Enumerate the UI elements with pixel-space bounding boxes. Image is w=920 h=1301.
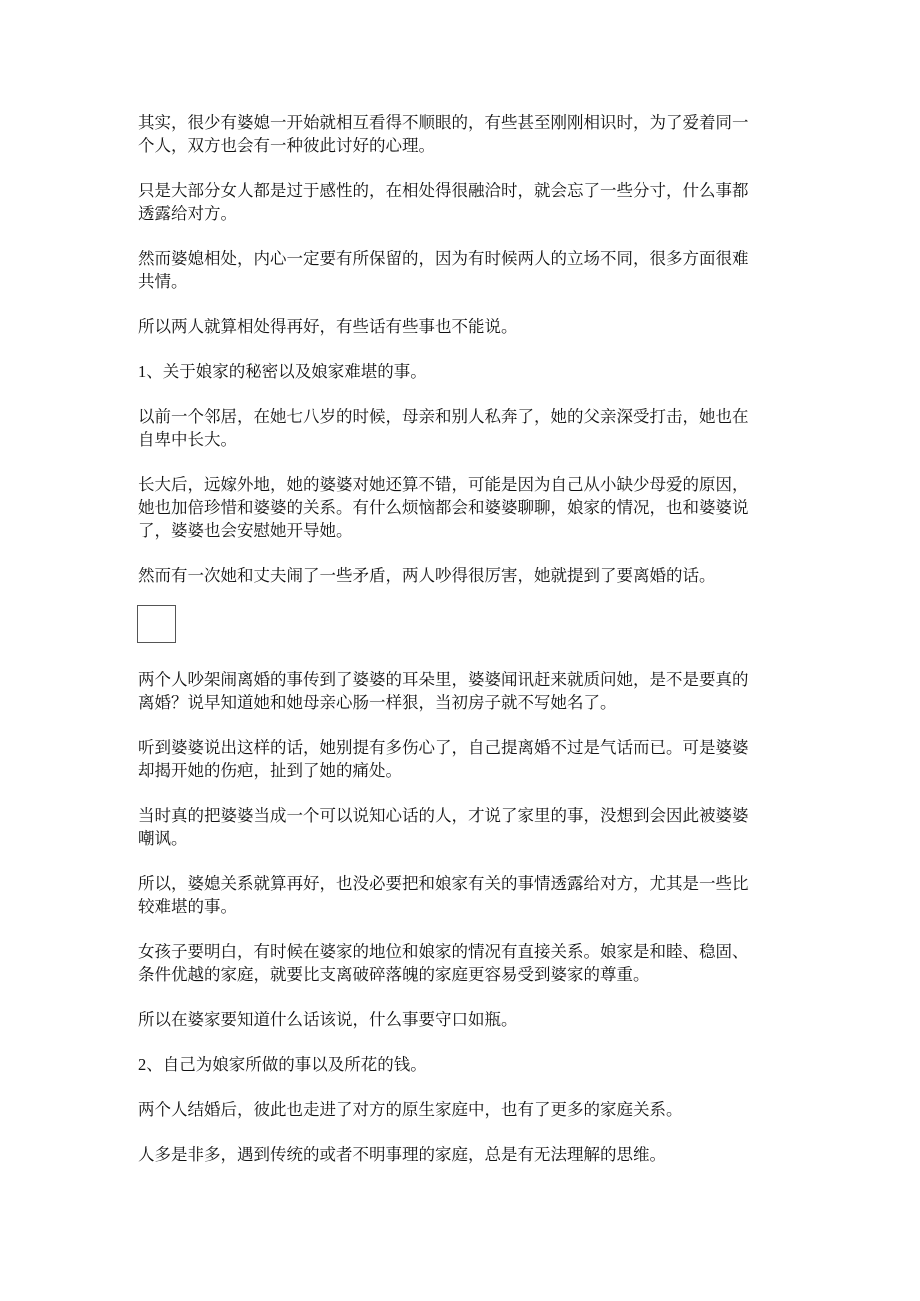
text-line: 自卑中长大。 bbox=[138, 430, 237, 449]
text-line: 其实，很少有婆媳一开始就相互看得不顺眼的，有些甚至刚刚相识时，为了爱着同一 bbox=[138, 113, 749, 132]
section-heading-1 bbox=[138, 360, 788, 383]
text-line: 较难堪的事。 bbox=[138, 897, 237, 916]
paragraph-intro-3 bbox=[138, 247, 788, 293]
paragraph-section2-2 bbox=[138, 1143, 788, 1166]
document-body bbox=[138, 111, 788, 1188]
text-line: 所以在婆家要知道什么话该说，什么事要守口如瓶。 bbox=[138, 1010, 518, 1029]
text-line: 只是大部分女人都是过于感性的，在相处得很融洽时，就会忘了一些分寸，什么事都 bbox=[138, 181, 749, 200]
text-line: 了，婆婆也会安慰她开导她。 bbox=[138, 521, 353, 540]
paragraph-story-3 bbox=[138, 564, 788, 587]
paragraph-section2-1 bbox=[138, 1098, 788, 1121]
paragraph-story-6 bbox=[138, 804, 788, 850]
text-line: 所以，婆媳关系就算再好，也没必要把和娘家有关的事情透露给对方，尤其是一些比 bbox=[138, 874, 749, 893]
text-line: 条件优越的家庭，就要比支离破碎落魄的家庭更容易受到婆家的尊重。 bbox=[138, 965, 650, 984]
text-line: 然而婆媳相处，内心一定要有所保留的，因为有时候两人的立场不同，很多方面很难 bbox=[138, 249, 749, 268]
heading-text: 2、自己为娘家所做的事以及所花的钱。 bbox=[138, 1055, 427, 1074]
text-line: 以前一个邻居，在她七八岁的时候，母亲和别人私奔了，她的父亲深受打击，她也在 bbox=[138, 407, 749, 426]
paragraph-story-2 bbox=[138, 473, 788, 542]
text-line: 共情。 bbox=[138, 272, 188, 291]
paragraph-conclusion-3 bbox=[138, 1008, 788, 1031]
text-line: 长大后，远嫁外地，她的婆婆对她还算不错，可能是因为自己从小缺少母爱的原因， bbox=[138, 475, 749, 494]
paragraph-story-5 bbox=[138, 736, 788, 782]
paragraph-intro-2 bbox=[138, 179, 788, 225]
section-heading-2 bbox=[138, 1053, 788, 1076]
text-line: 透露给对方。 bbox=[138, 204, 237, 223]
text-line: 女孩子要明白，有时候在婆家的地位和娘家的情况有直接关系。娘家是和睦、稳固、 bbox=[138, 942, 749, 961]
paragraph-conclusion-1 bbox=[138, 872, 788, 918]
paragraph-intro-4 bbox=[138, 315, 788, 338]
text-line: 听到婆婆说出这样的话，她别提有多伤心了，自己提离婚不过是气话而已。可是婆婆 bbox=[138, 738, 749, 757]
text-line: 嘲讽。 bbox=[138, 829, 188, 848]
text-line: 所以两人就算相处得再好，有些话有些事也不能说。 bbox=[138, 317, 518, 336]
text-line: 却揭开她的伤疤，扯到了她的痛处。 bbox=[138, 761, 402, 780]
paragraph-intro-1 bbox=[138, 111, 788, 157]
paragraph-story-4 bbox=[138, 668, 788, 714]
text-line: 然而有一次她和丈夫闹了一些矛盾，两人吵得很厉害，她就提到了要离婚的话。 bbox=[138, 566, 716, 585]
empty-image-placeholder-icon bbox=[137, 605, 176, 643]
paragraph-story-1 bbox=[138, 405, 788, 451]
text-line: 两个人吵架闹离婚的事传到了婆婆的耳朵里，婆婆闻讯赶来就质问她，是不是要真的 bbox=[138, 670, 749, 689]
heading-text: 1、关于娘家的秘密以及娘家难堪的事。 bbox=[138, 362, 427, 381]
text-line: 离婚？说早知道她和她母亲心肠一样狠，当初房子就不写她名了。 bbox=[138, 693, 617, 712]
text-line: 个人，双方也会有一种彼此讨好的心理。 bbox=[138, 136, 435, 155]
text-line: 她也加倍珍惜和婆婆的关系。有什么烦恼都会和婆婆聊聊，娘家的情况，也和婆婆说 bbox=[138, 498, 749, 517]
text-line: 人多是非多，遇到传统的或者不明事理的家庭，总是有无法理解的思维。 bbox=[138, 1145, 666, 1164]
text-line: 两个人结婚后，彼此也走进了对方的原生家庭中，也有了更多的家庭关系。 bbox=[138, 1100, 683, 1119]
paragraph-conclusion-2 bbox=[138, 940, 788, 986]
text-line: 当时真的把婆婆当成一个可以说知心话的人，才说了家里的事，没想到会因此被婆婆 bbox=[138, 806, 749, 825]
